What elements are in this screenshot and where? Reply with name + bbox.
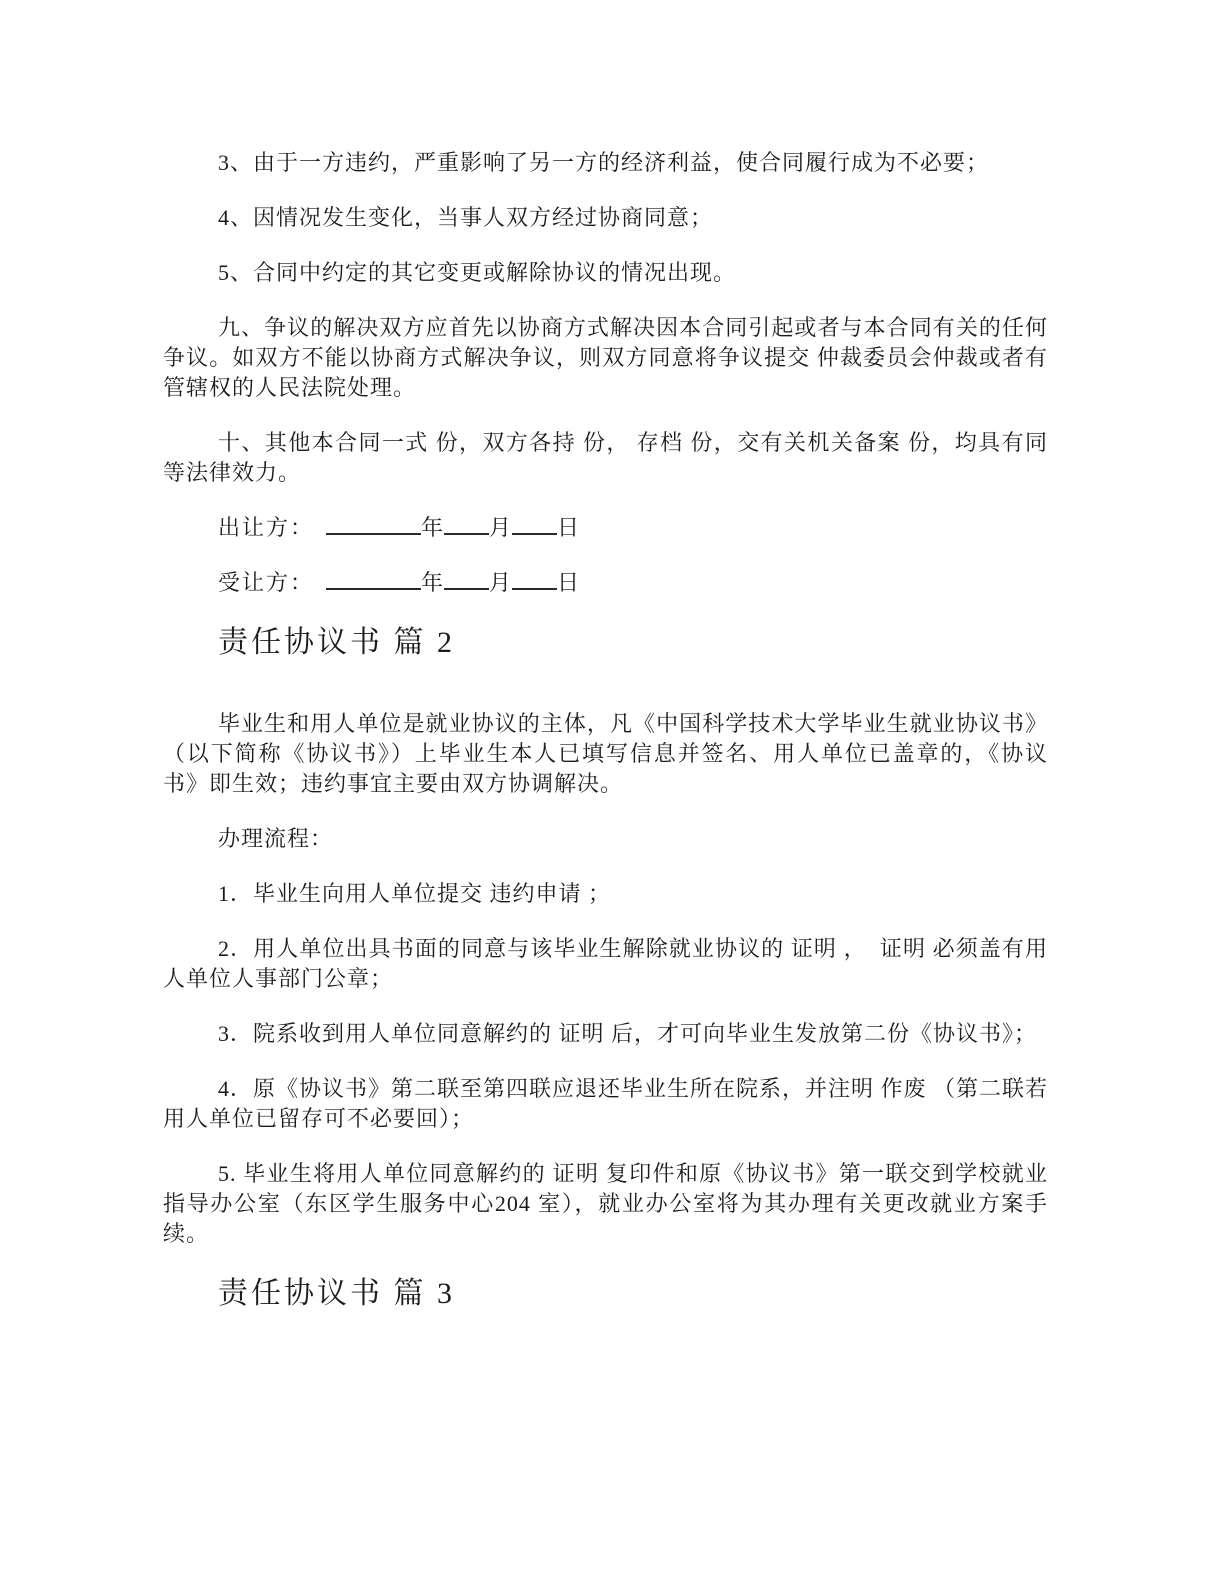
clause-paragraph-10: 十、其他本合同一式 份，双方各持 份， 存档 份，交有关机关备案 份，均具有同等法律效力。 bbox=[163, 430, 1048, 485]
section-heading-part2: 责任协议书 篇 2 bbox=[218, 626, 455, 659]
transferee-name-blank bbox=[326, 569, 421, 590]
section-heading-part3: 责任协议书 篇 3 bbox=[218, 1277, 455, 1310]
clause-paragraph-4: 4、因情况发生变化，当事人双方经过协商同意； bbox=[218, 205, 714, 230]
transferor-month-label: 月 bbox=[489, 515, 513, 540]
step-item-5: 5. 毕业生将用人单位同意解约的 证明 复印件和原《协议书》第一联交到学校就业指导办公室（东区学生服务中心204 室），就业办公室将为其办理有关更改就业方案手续。 bbox=[163, 1161, 1048, 1246]
transferor-day-label: 日 bbox=[557, 515, 581, 540]
clause-paragraph-3: 3、由于一方违约，严重影响了另一方的经济利益，使合同履行成为不必要； bbox=[218, 150, 990, 175]
transferee-year-label: 年 bbox=[421, 570, 445, 595]
transferor-label: 出让方： bbox=[218, 515, 315, 540]
transferee-day-label: 日 bbox=[557, 570, 581, 595]
transferor-name-blank bbox=[326, 514, 421, 535]
clause-paragraph-9: 九、争议的解决双方应首先以协商方式解决因本合同引起或者与本合同有关的任何争议。如双方不能以协商方式解决争议，则双方同意将争议提交 仲裁委员会仲裁或者有管辖权的人民法院处理。 bbox=[163, 315, 1048, 400]
party-line-transferee bbox=[163, 568, 1048, 598]
transferee-month-label: 月 bbox=[489, 570, 513, 595]
step-item-4: 4．原《协议书》第二联至第四联应退还毕业生所在院系，并注明 作废 （第二联若用人单位已留存可不必要回）； bbox=[163, 1076, 1049, 1131]
step-item-2: 2．用人单位出具书面的同意与该毕业生解除就业协议的 证明 ， 证明 必须盖有用人单位人事部门公章； bbox=[163, 936, 1048, 991]
transferor-month-blank bbox=[512, 514, 557, 535]
clause-paragraph-5: 5、合同中约定的其它变更或解除协议的情况出现。 bbox=[218, 260, 737, 285]
step-item-3: 3．院系收到用人单位同意解约的 证明 后，才可向毕业生发放第二份《协议书》； bbox=[218, 1021, 1038, 1046]
party-line-transferor bbox=[163, 513, 1048, 543]
transferee-month-blank bbox=[512, 569, 557, 590]
transferee-year-blank bbox=[444, 569, 489, 590]
transferor-year-blank bbox=[444, 514, 489, 535]
process-label-paragraph: 办理流程： bbox=[218, 826, 334, 851]
transferee-label: 受让方： bbox=[218, 570, 315, 595]
intro-paragraph-part2: 毕业生和用人单位是就业协议的主体，凡《中国科学技术大学毕业生就业协议书》（以下简称《协议书》）上毕业生本人已填写信息并签名、用人单位已盖章的，《协议书》即生效；违约事宜主要由双方协调解决。 bbox=[163, 711, 1048, 796]
transferor-year-label: 年 bbox=[421, 515, 445, 540]
step-item-1: 1．毕业生向用人单位提交 违约申请 ； bbox=[218, 881, 612, 906]
